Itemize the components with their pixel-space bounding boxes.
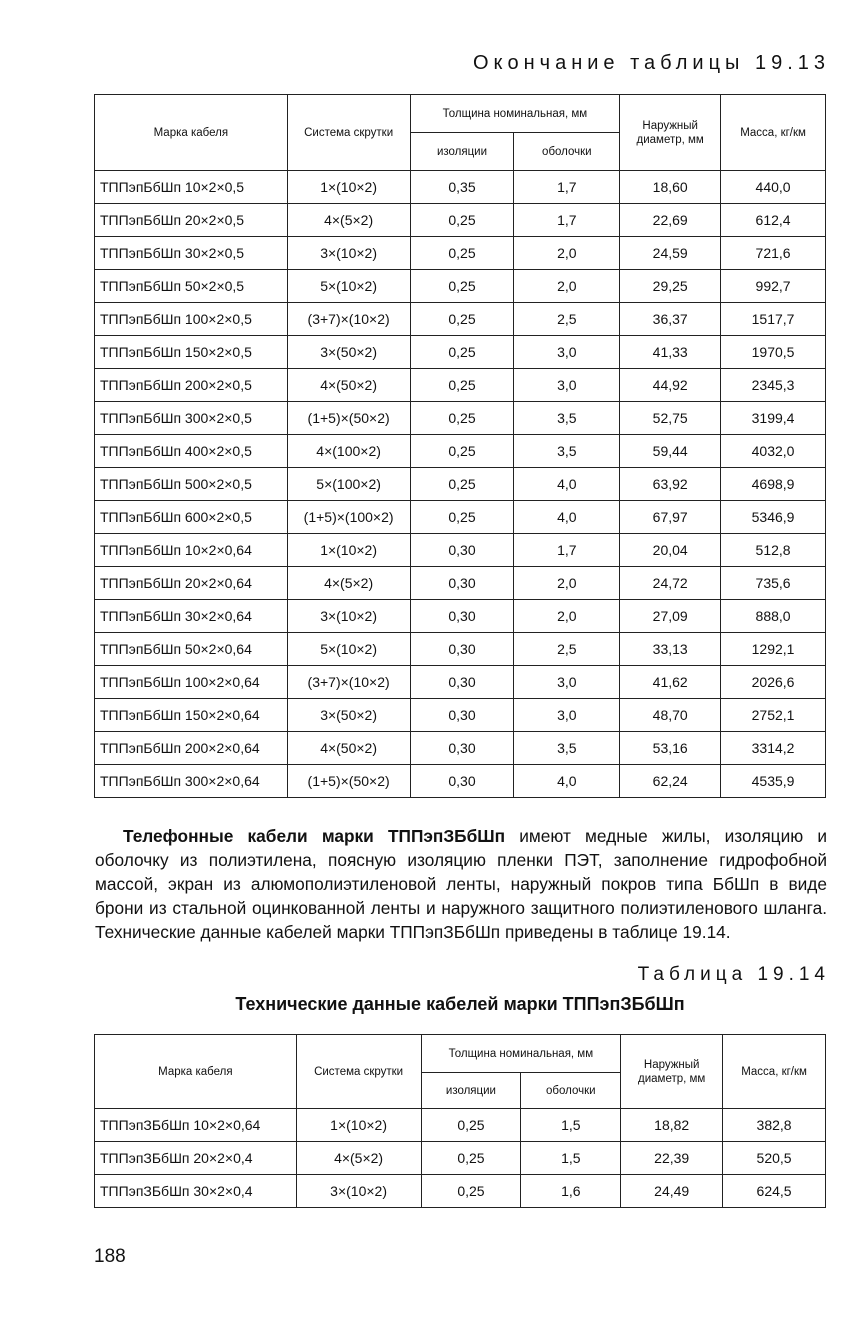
cell-twist: 4×(50×2) — [287, 369, 410, 402]
cell-twist: 4×(5×2) — [287, 204, 410, 237]
cell-diameter: 18,82 — [621, 1109, 723, 1142]
cell-twist: 4×(5×2) — [287, 567, 410, 600]
cell-brand: ТППэпБбШп 150×2×0,64 — [95, 699, 288, 732]
cell-sheath: 4,0 — [514, 765, 620, 798]
header-thickness: Толщина номинальная, мм — [421, 1035, 621, 1073]
cell-mass: 888,0 — [721, 600, 826, 633]
cell-insulation: 0,30 — [410, 633, 514, 666]
cell-brand: ТППэпЗБбШп 30×2×0,4 — [95, 1175, 297, 1208]
cell-insulation: 0,25 — [410, 270, 514, 303]
cell-insulation: 0,25 — [421, 1142, 521, 1175]
table-row — [95, 501, 826, 534]
cell-mass: 4535,9 — [721, 765, 826, 798]
cell-diameter: 27,09 — [620, 600, 721, 633]
cell-brand: ТППэпЗБбШп 20×2×0,4 — [95, 1142, 297, 1175]
cell-mass: 2752,1 — [721, 699, 826, 732]
header-diameter: Наружный диаметр, мм — [621, 1035, 723, 1109]
cell-diameter: 59,44 — [620, 435, 721, 468]
cell-diameter: 24,49 — [621, 1175, 723, 1208]
continuation-heading: Окончание таблицы 19.13 — [472, 52, 830, 74]
table-row — [95, 270, 826, 303]
cell-insulation: 0,30 — [410, 600, 514, 633]
header-insulation: изоляции — [421, 1073, 521, 1109]
cell-insulation: 0,25 — [421, 1109, 521, 1142]
cell-insulation: 0,35 — [410, 171, 514, 204]
table-title: Технические данные кабелей марки ТППэпЗБбШп — [235, 994, 685, 1014]
table-row — [95, 567, 826, 600]
cell-brand: ТППэпБбШп 100×2×0,5 — [95, 303, 288, 336]
header-sheath: оболочки — [521, 1073, 621, 1109]
description-paragraph — [95, 824, 827, 944]
cell-brand: ТППэпБбШп 200×2×0,5 — [95, 369, 288, 402]
cell-mass: 3314,2 — [721, 732, 826, 765]
cell-mass: 4698,9 — [721, 468, 826, 501]
cell-mass: 520,5 — [723, 1142, 826, 1175]
cell-brand: ТППэпБбШп 10×2×0,64 — [95, 534, 288, 567]
cell-brand: ТППэпБбШп 30×2×0,5 — [95, 237, 288, 270]
cell-diameter: 20,04 — [620, 534, 721, 567]
cell-sheath: 3,5 — [514, 732, 620, 765]
cell-sheath: 1,7 — [514, 204, 620, 237]
cell-brand: ТППэпБбШп 20×2×0,64 — [95, 567, 288, 600]
table-row — [95, 303, 826, 336]
header-twist: Система скрутки — [287, 95, 410, 171]
cell-insulation: 0,30 — [410, 732, 514, 765]
cell-insulation: 0,25 — [410, 369, 514, 402]
table-row — [95, 1142, 826, 1175]
table-row — [95, 468, 826, 501]
cell-insulation: 0,25 — [421, 1175, 521, 1208]
table-row — [95, 633, 826, 666]
cell-brand: ТППэпБбШп 200×2×0,64 — [95, 732, 288, 765]
cell-diameter: 48,70 — [620, 699, 721, 732]
cell-mass: 612,4 — [721, 204, 826, 237]
table-number: Таблица 19.14 — [637, 964, 830, 985]
cell-twist: 3×(50×2) — [287, 336, 410, 369]
cell-twist: (1+5)×(50×2) — [287, 402, 410, 435]
table-row — [95, 237, 826, 270]
cell-diameter: 53,16 — [620, 732, 721, 765]
table-row — [95, 600, 826, 633]
table-body — [95, 171, 826, 798]
cell-sheath: 2,0 — [514, 567, 620, 600]
cell-mass: 735,6 — [721, 567, 826, 600]
cell-mass: 721,6 — [721, 237, 826, 270]
cell-mass: 3199,4 — [721, 402, 826, 435]
header-sheath: оболочки — [514, 133, 620, 171]
cell-sheath: 3,0 — [514, 699, 620, 732]
cell-sheath: 1,5 — [521, 1109, 621, 1142]
table-row — [95, 1175, 826, 1208]
cell-twist: 1×(10×2) — [287, 534, 410, 567]
cell-twist: 3×(10×2) — [296, 1175, 421, 1208]
header-insulation: изоляции — [410, 133, 514, 171]
cell-brand: ТППэпЗБбШп 10×2×0,64 — [95, 1109, 297, 1142]
cell-diameter: 24,72 — [620, 567, 721, 600]
cell-twist: 5×(10×2) — [287, 270, 410, 303]
table-row — [95, 699, 826, 732]
cell-mass: 2345,3 — [721, 369, 826, 402]
cell-diameter: 33,13 — [620, 633, 721, 666]
cell-mass: 624,5 — [723, 1175, 826, 1208]
cell-insulation: 0,25 — [410, 237, 514, 270]
table-row — [95, 1109, 826, 1142]
cell-brand: ТППэпБбШп 600×2×0,5 — [95, 501, 288, 534]
table-row — [95, 765, 826, 798]
cell-twist: (3+7)×(10×2) — [287, 303, 410, 336]
cell-brand: ТППэпБбШп 300×2×0,64 — [95, 765, 288, 798]
cell-twist: 3×(10×2) — [287, 600, 410, 633]
table-row — [95, 336, 826, 369]
cell-sheath: 3,0 — [514, 336, 620, 369]
header-diameter: Наружный диаметр, мм — [620, 95, 721, 171]
page-number: 188 — [94, 1246, 126, 1267]
cell-diameter: 63,92 — [620, 468, 721, 501]
cell-insulation: 0,25 — [410, 501, 514, 534]
header-thickness: Толщина номинальная, мм — [410, 95, 620, 133]
cell-sheath: 3,0 — [514, 666, 620, 699]
cell-insulation: 0,30 — [410, 567, 514, 600]
cell-insulation: 0,30 — [410, 699, 514, 732]
cell-twist: 4×(5×2) — [296, 1142, 421, 1175]
cell-diameter: 41,33 — [620, 336, 721, 369]
header-brand: Марка кабеля — [95, 1035, 297, 1109]
cell-diameter: 29,25 — [620, 270, 721, 303]
cell-diameter: 67,97 — [620, 501, 721, 534]
cell-sheath: 1,5 — [521, 1142, 621, 1175]
cell-insulation: 0,25 — [410, 336, 514, 369]
cell-twist: 3×(10×2) — [287, 237, 410, 270]
cell-sheath: 2,0 — [514, 237, 620, 270]
cell-mass: 992,7 — [721, 270, 826, 303]
table-row — [95, 369, 826, 402]
cell-brand: ТППэпБбШп 500×2×0,5 — [95, 468, 288, 501]
cell-diameter: 44,92 — [620, 369, 721, 402]
cell-insulation: 0,25 — [410, 468, 514, 501]
paragraph-text: имеют медные жилы, изоляцию и оболочку из полиэтилена, поясную изоляцию пленки ПЭТ, заполнение гидрофобной массой, экран из алюмополиэтиленовой ленты, наружный покров типа БбШп в виде брони из стальной оцинкованной ленты и наружного защитного полиэтиленового шланга. Технические данные кабелей марки ТППэпЗБбШп приведены в таблице 19.14. — [95, 826, 827, 942]
cell-mass: 4032,0 — [721, 435, 826, 468]
table-19-13 — [94, 94, 826, 798]
cell-twist: 5×(10×2) — [287, 633, 410, 666]
cell-brand: ТППэпБбШп 100×2×0,64 — [95, 666, 288, 699]
cell-sheath: 4,0 — [514, 468, 620, 501]
cell-mass: 382,8 — [723, 1109, 826, 1142]
cell-sheath: 2,5 — [514, 303, 620, 336]
cell-brand: ТППэпБбШп 30×2×0,64 — [95, 600, 288, 633]
cell-sheath: 2,0 — [514, 600, 620, 633]
cell-twist: 5×(100×2) — [287, 468, 410, 501]
cell-mass: 440,0 — [721, 171, 826, 204]
cell-diameter: 36,37 — [620, 303, 721, 336]
paragraph-bold-lead: Телефонные кабели марки ТППэпЗБбШп — [123, 826, 506, 846]
cell-insulation: 0,25 — [410, 402, 514, 435]
cell-brand: ТППэпБбШп 20×2×0,5 — [95, 204, 288, 237]
cell-insulation: 0,30 — [410, 666, 514, 699]
header-mass: Масса, кг/км — [721, 95, 826, 171]
cell-brand: ТППэпБбШп 10×2×0,5 — [95, 171, 288, 204]
cell-brand: ТППэпБбШп 50×2×0,5 — [95, 270, 288, 303]
cell-diameter: 41,62 — [620, 666, 721, 699]
cell-diameter: 52,75 — [620, 402, 721, 435]
cell-twist: 3×(50×2) — [287, 699, 410, 732]
cell-diameter: 22,39 — [621, 1142, 723, 1175]
cell-sheath: 1,6 — [521, 1175, 621, 1208]
table-row — [95, 204, 826, 237]
cell-insulation: 0,25 — [410, 204, 514, 237]
cell-twist: (1+5)×(100×2) — [287, 501, 410, 534]
cell-sheath: 3,5 — [514, 435, 620, 468]
cell-sheath: 3,0 — [514, 369, 620, 402]
table-row — [95, 402, 826, 435]
table-row — [95, 534, 826, 567]
cell-brand: ТППэпБбШп 400×2×0,5 — [95, 435, 288, 468]
cell-twist: 1×(10×2) — [287, 171, 410, 204]
table-row — [95, 732, 826, 765]
cell-mass: 5346,9 — [721, 501, 826, 534]
cell-mass: 2026,6 — [721, 666, 826, 699]
header-brand: Марка кабеля — [95, 95, 288, 171]
header-mass: Масса, кг/км — [723, 1035, 826, 1109]
header-twist: Система скрутки — [296, 1035, 421, 1109]
cell-brand: ТППэпБбШп 50×2×0,64 — [95, 633, 288, 666]
cell-twist: 1×(10×2) — [296, 1109, 421, 1142]
cell-insulation: 0,25 — [410, 435, 514, 468]
table-body — [95, 1109, 826, 1208]
cell-diameter: 24,59 — [620, 237, 721, 270]
cell-mass: 1517,7 — [721, 303, 826, 336]
cell-insulation: 0,30 — [410, 534, 514, 567]
cell-sheath: 2,0 — [514, 270, 620, 303]
cell-twist: 4×(50×2) — [287, 732, 410, 765]
table-row — [95, 435, 826, 468]
cell-brand: ТППэпБбШп 300×2×0,5 — [95, 402, 288, 435]
cell-twist: (3+7)×(10×2) — [287, 666, 410, 699]
cell-diameter: 22,69 — [620, 204, 721, 237]
cell-sheath: 1,7 — [514, 534, 620, 567]
cell-mass: 1970,5 — [721, 336, 826, 369]
cell-sheath: 3,5 — [514, 402, 620, 435]
table-row — [95, 666, 826, 699]
cell-diameter: 62,24 — [620, 765, 721, 798]
cell-brand: ТППэпБбШп 150×2×0,5 — [95, 336, 288, 369]
cell-sheath: 1,7 — [514, 171, 620, 204]
cell-insulation: 0,25 — [410, 303, 514, 336]
cell-twist: (1+5)×(50×2) — [287, 765, 410, 798]
cell-mass: 512,8 — [721, 534, 826, 567]
cell-twist: 4×(100×2) — [287, 435, 410, 468]
table-row — [95, 171, 826, 204]
cell-insulation: 0,30 — [410, 765, 514, 798]
cell-sheath: 4,0 — [514, 501, 620, 534]
cell-sheath: 2,5 — [514, 633, 620, 666]
table-19-14 — [94, 1034, 826, 1208]
cell-diameter: 18,60 — [620, 171, 721, 204]
cell-mass: 1292,1 — [721, 633, 826, 666]
